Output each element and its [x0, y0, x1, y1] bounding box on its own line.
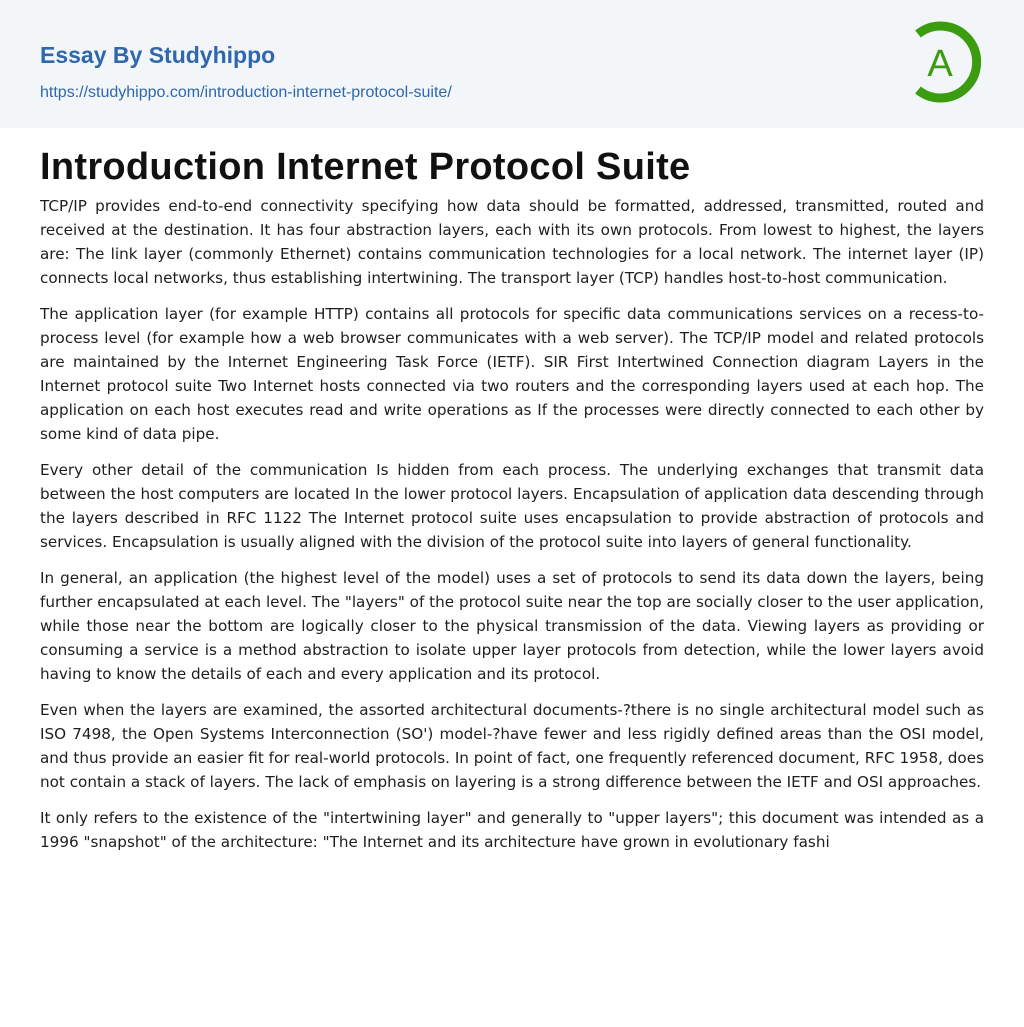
essay-body	[40, 194, 984, 866]
brand-title: Essay By Studyhippo	[40, 42, 276, 68]
paragraph: The application layer (for example HTTP) contains all protocols for specific data communications services on a recess-to-process level (for example how a web browser communicates with a web server). The TCP/IP model and related protocols are maintained by the Internet Engineering Task Force (IETF). SIR First Intertwined Connection diagram Layers in the Internet protocol suite Two Internet hosts connected via two routers and the corresponding layers used at each hop. The application on each host executes read and write operations as If the processes were directly connected to each other by some kind of data pipe.	[40, 305, 984, 443]
paragraph: In general, an application (the highest level of the model) uses a set of protocols to send its data down the layers, being further encapsulated at each level. The "layers" of the protocol suite near the top are socially closer to the user application, while those near the bottom are logically closer to the physical transmission of the data. Viewing layers as providing or consuming a service is a method abstraction to isolate upper layer protocols from detection, while the lower layers avoid having to know the details of each and every application and its protocol.	[40, 569, 984, 683]
site-header	[0, 0, 1024, 128]
studyhippo-logo-icon[interactable]	[908, 18, 986, 106]
paragraph: It only refers to the existence of the "intertwining layer" and generally to "upper layers"; this document was intended as a 1996 "snapshot" of the architecture: "The Internet and its architecture have grown in evolutionary fashi	[40, 809, 984, 851]
paragraph: TCP/IP provides end-to-end connectivity specifying how data should be formatted, addressed, transmitted, routed and received at the destination. It has four abstraction layers, each with its own protocols. From lowest to highest, the layers are: The link layer (commonly Ethernet) contains communication technologies for a local network. The internet layer (IP) connects local networks, thus establishing intertwining. The transport layer (TCP) handles host-to-host communication.	[40, 197, 984, 287]
essay-url-link[interactable]: https://studyhippo.com/introduction-internet-protocol-suite/	[40, 84, 452, 101]
paragraph: Even when the layers are examined, the assorted architectural documents-?there is no single architectural model such as ISO 7498, the Open Systems Interconnection (SO') model-?have fewer and less rigidly defined areas than the OSI model, and thus provide an easier fit for real-world protocols. In point of fact, one frequently referenced document, RFC 1958, does not contain a stack of layers. The lack of emphasis on layering is a strong difference between the IETF and OSI approaches.	[40, 701, 984, 791]
page-title: Introduction Internet Protocol Suite	[40, 146, 691, 188]
svg-text:A: A	[927, 43, 953, 85]
paragraph: Every other detail of the communication Is hidden from each process. The underlying exchanges that transmit data between the host computers are located In the lower protocol layers. Encapsulation of application data descending through the layers described in RFC 1122 The Internet protocol suite uses encapsulation to provide abstraction of protocols and services. Encapsulation is usually aligned with the division of the protocol suite into layers of general functionality.	[40, 461, 984, 551]
